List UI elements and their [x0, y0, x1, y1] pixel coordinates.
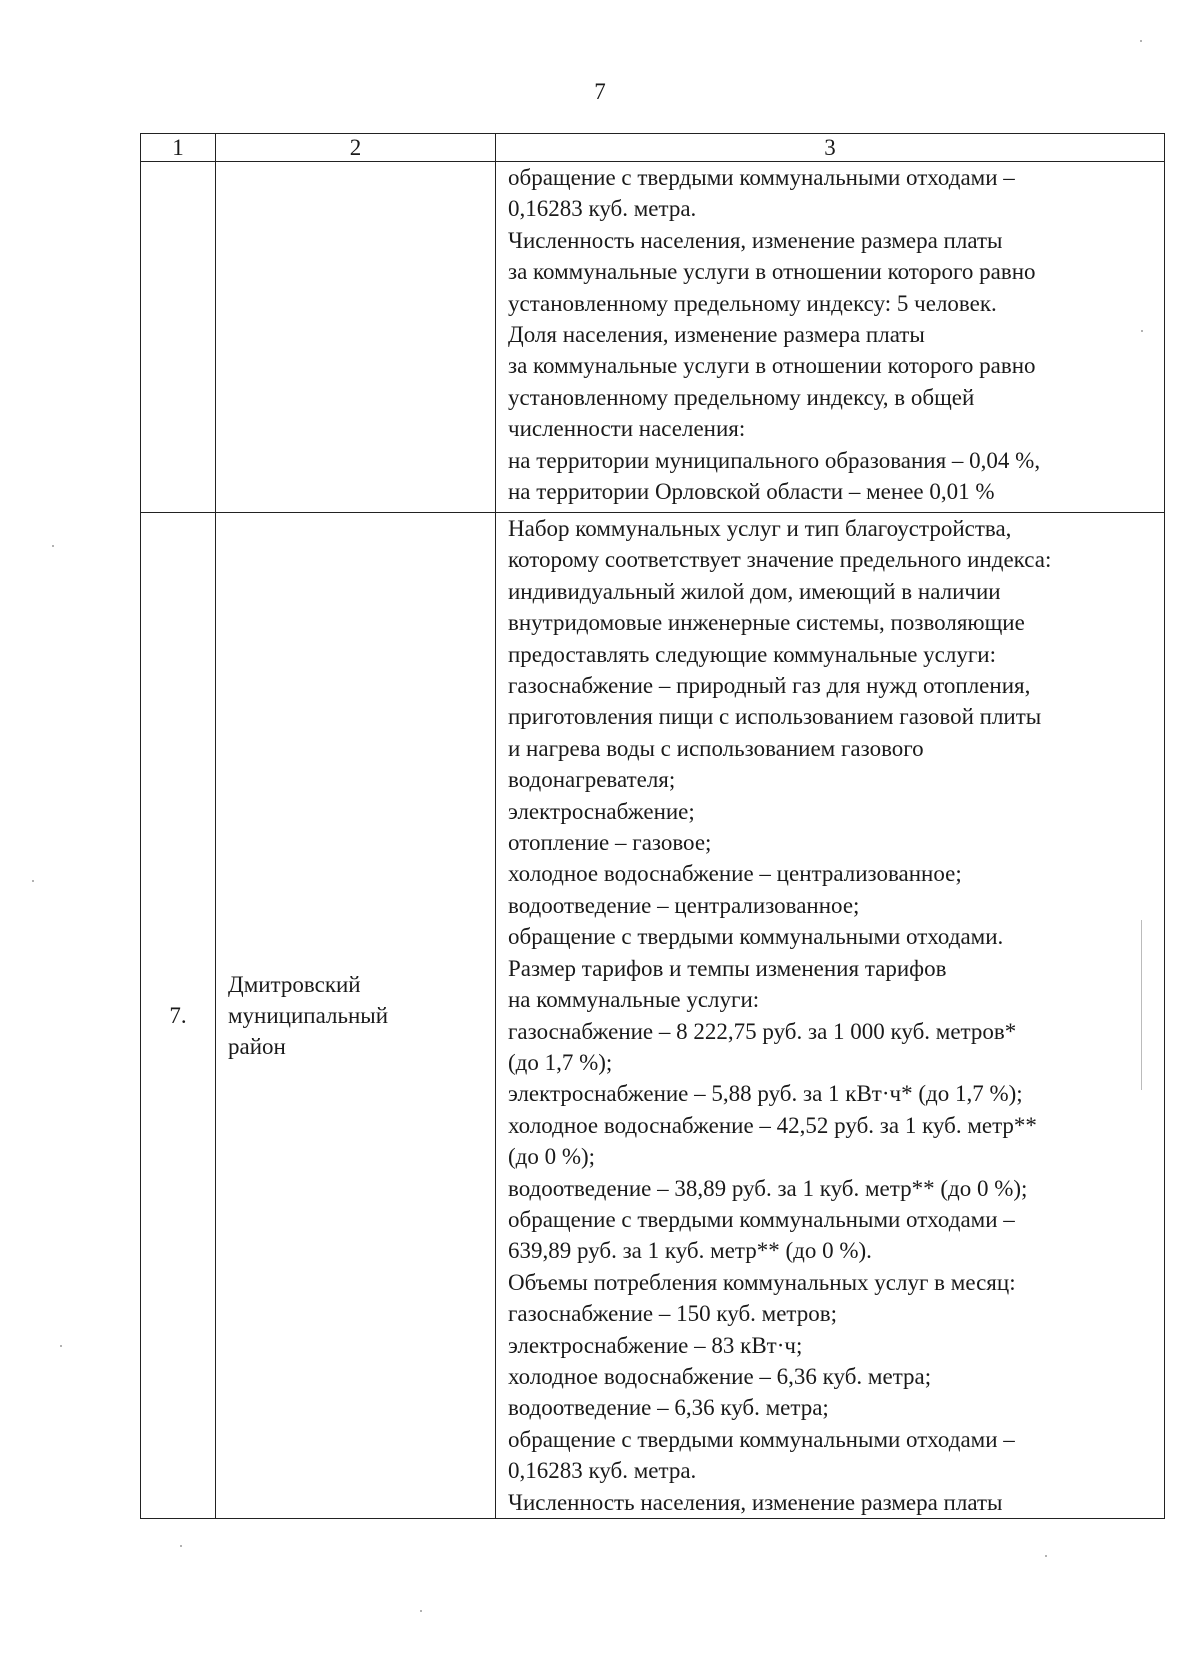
header-col-3: 3	[496, 134, 1165, 162]
text-line: обращение с твердыми коммунальными отходами –	[508, 1206, 1015, 1232]
scan-artifact-dot	[32, 880, 34, 882]
text-line: отопление – газовое;	[508, 830, 712, 856]
text-line: водоотведение – 38,89 руб. за 1 куб. метр** (до 0 %);	[508, 1175, 1028, 1201]
text-line: индивидуальный жилой дом, имеющий в наличии	[508, 578, 1001, 604]
text-line: газоснабжение – 8 222,75 руб. за 1 000 куб. метров*	[508, 1018, 1017, 1044]
text-line: и нагрева воды с использованием газового	[508, 735, 924, 761]
scan-artifact-dot	[1140, 40, 1142, 42]
text-line: водоотведение – централизованное;	[508, 892, 860, 918]
table-header-row	[141, 134, 1165, 162]
text-line: Доля населения, изменение размера платы	[508, 322, 925, 348]
scan-artifact-dot	[420, 1610, 422, 1612]
text-line: на территории муниципального образования – 0,04 %,	[508, 447, 1041, 473]
text-line: (до 0 %);	[508, 1144, 596, 1170]
text-line: водоотведение – 6,36 куб. метра;	[508, 1395, 829, 1421]
text-line: газоснабжение – 150 куб. метров;	[508, 1301, 837, 1327]
text-line: холодное водоснабжение – 6,36 куб. метра;	[508, 1363, 932, 1389]
header-col-2: 2	[216, 134, 496, 162]
text-line: газоснабжение – природный газ для нужд отопления,	[508, 673, 1031, 699]
text-line: (до 1,7 %);	[508, 1049, 613, 1075]
row-number-cell: 7.	[141, 513, 216, 1519]
text-line: численности населения:	[508, 416, 746, 442]
scan-artifact-dot	[1141, 330, 1143, 332]
scan-artifact-dot	[60, 1345, 62, 1347]
row-number-cell	[141, 162, 216, 513]
text-line: на территории Орловской области – менее 0,01 %	[508, 479, 995, 505]
scan-artifact-dot	[1045, 1555, 1047, 1557]
text-line: установленному предельному индексу, в общей	[508, 384, 975, 410]
text-line: Набор коммунальных услуг и тип благоустройства,	[508, 516, 1012, 541]
text-line: 0,16283 куб. метра.	[508, 1458, 697, 1484]
text-line: установленному предельному индексу: 5 человек.	[508, 290, 997, 316]
table-row	[141, 513, 1165, 1519]
text-line: приготовления пищи с использованием газовой плиты	[508, 704, 1042, 730]
text-line: 639,89 руб. за 1 куб. метр** (до 0 %).	[508, 1238, 872, 1264]
scan-artifact-dot	[52, 545, 54, 547]
text-line: район	[228, 1034, 286, 1059]
text-line: водонагревателя;	[508, 767, 676, 793]
municipality-name-cell	[216, 162, 496, 513]
scan-artifact-dot	[180, 1545, 182, 1547]
text-line: на коммунальные услуги:	[508, 987, 760, 1013]
header-col-1: 1	[141, 134, 216, 162]
text-line: электроснабжение – 5,88 руб. за 1 кВт·ч* (до 1,7 %);	[508, 1081, 1023, 1107]
text-line: 0,16283 куб. метра.	[508, 196, 697, 222]
text-line: муниципальный	[228, 1003, 389, 1028]
text-line: Численность населения, изменение размера платы	[508, 1489, 1003, 1515]
text-line: Размер тарифов и темпы изменения тарифов	[508, 955, 947, 981]
page-number: 7	[594, 79, 606, 104]
text-line: холодное водоснабжение – 42,52 руб. за 1 куб. метр**	[508, 1112, 1037, 1138]
municipality-name-cell	[216, 513, 496, 1519]
text-line: за коммунальные услуги в отношении которого равно	[508, 259, 1036, 285]
text-line: обращение с твердыми коммунальными отходами.	[508, 924, 1004, 950]
scan-artifact-line	[1141, 920, 1142, 1090]
text-line: за коммунальные услуги в отношении которого равно	[508, 353, 1036, 379]
text-line: которому соответствует значение предельного индекса:	[508, 547, 1052, 573]
text-line: холодное водоснабжение – централизованное;	[508, 861, 962, 887]
table-row	[141, 162, 1165, 513]
data-table	[140, 133, 1165, 1519]
text-line: Численность населения, изменение размера платы	[508, 227, 1003, 253]
text-line: электроснабжение – 83 кВт·ч;	[508, 1332, 803, 1358]
description-cell	[496, 162, 1165, 513]
text-line: обращение с твердыми коммунальными отходами –	[508, 1426, 1015, 1452]
description-cell	[496, 513, 1165, 1519]
text-line: Дмитровский	[228, 972, 361, 997]
text-line: обращение с твердыми коммунальными отходами –	[508, 165, 1015, 190]
text-line: Объемы потребления коммунальных услуг в месяц:	[508, 1269, 1016, 1295]
text-line: предоставлять следующие коммунальные услуги:	[508, 641, 996, 667]
text-line: электроснабжение;	[508, 798, 695, 824]
text-line: внутридомовые инженерные системы, позволяющие	[508, 610, 1025, 636]
